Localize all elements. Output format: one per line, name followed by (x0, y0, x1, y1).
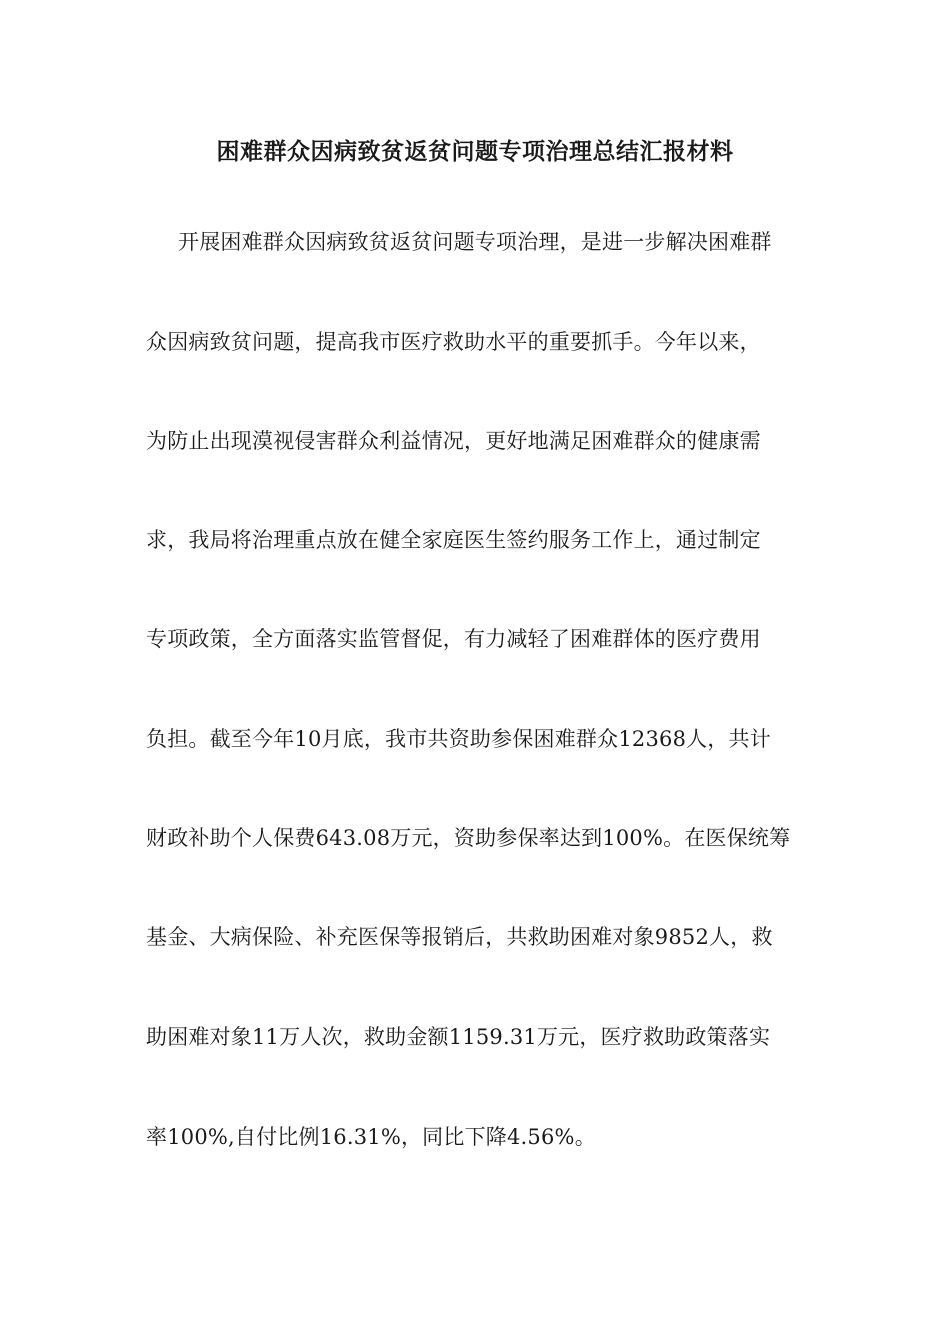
paragraph-line-6: 负担。截至今年10月底，我市共资助参保困难群众12368人，共计 (146, 727, 771, 751)
document-title: 困难群众因病致贫返贫问题专项治理总结汇报材料 (216, 138, 734, 165)
paragraph-line-5: 专项政策，全方面落实监管督促，有力减轻了困难群体的医疗费用 (146, 627, 761, 651)
paragraph-line-7: 财政补助个人保费643.08万元，资助参保率达到100%。在医保统筹 (146, 826, 791, 850)
paragraph-line-4: 求，我局将治理重点放在健全家庭医生签约服务工作上，通过制定 (146, 528, 761, 552)
paragraph-line-10: 率100%,自付比例16.31%，同比下降4.56%。 (146, 1125, 596, 1149)
paragraph-line-8: 基金、大病保险、补充医保等报销后，共救助困难对象9852人，救 (146, 925, 773, 949)
paragraph-line-2: 众因病致贫问题，提高我市医疗救助水平的重要抓手。今年以来， (146, 330, 761, 354)
paragraph-line-3: 为防止出现漠视侵害群众利益情况，更好地满足困难群众的健康需 (146, 429, 761, 453)
paragraph-line-9: 助困难对象11万人次，救助金额1159.31万元，医疗救助政策落实 (146, 1025, 771, 1049)
paragraph-line-1: 开展困难群众因病致贫返贫问题专项治理，是进一步解决困难群 (178, 230, 772, 254)
